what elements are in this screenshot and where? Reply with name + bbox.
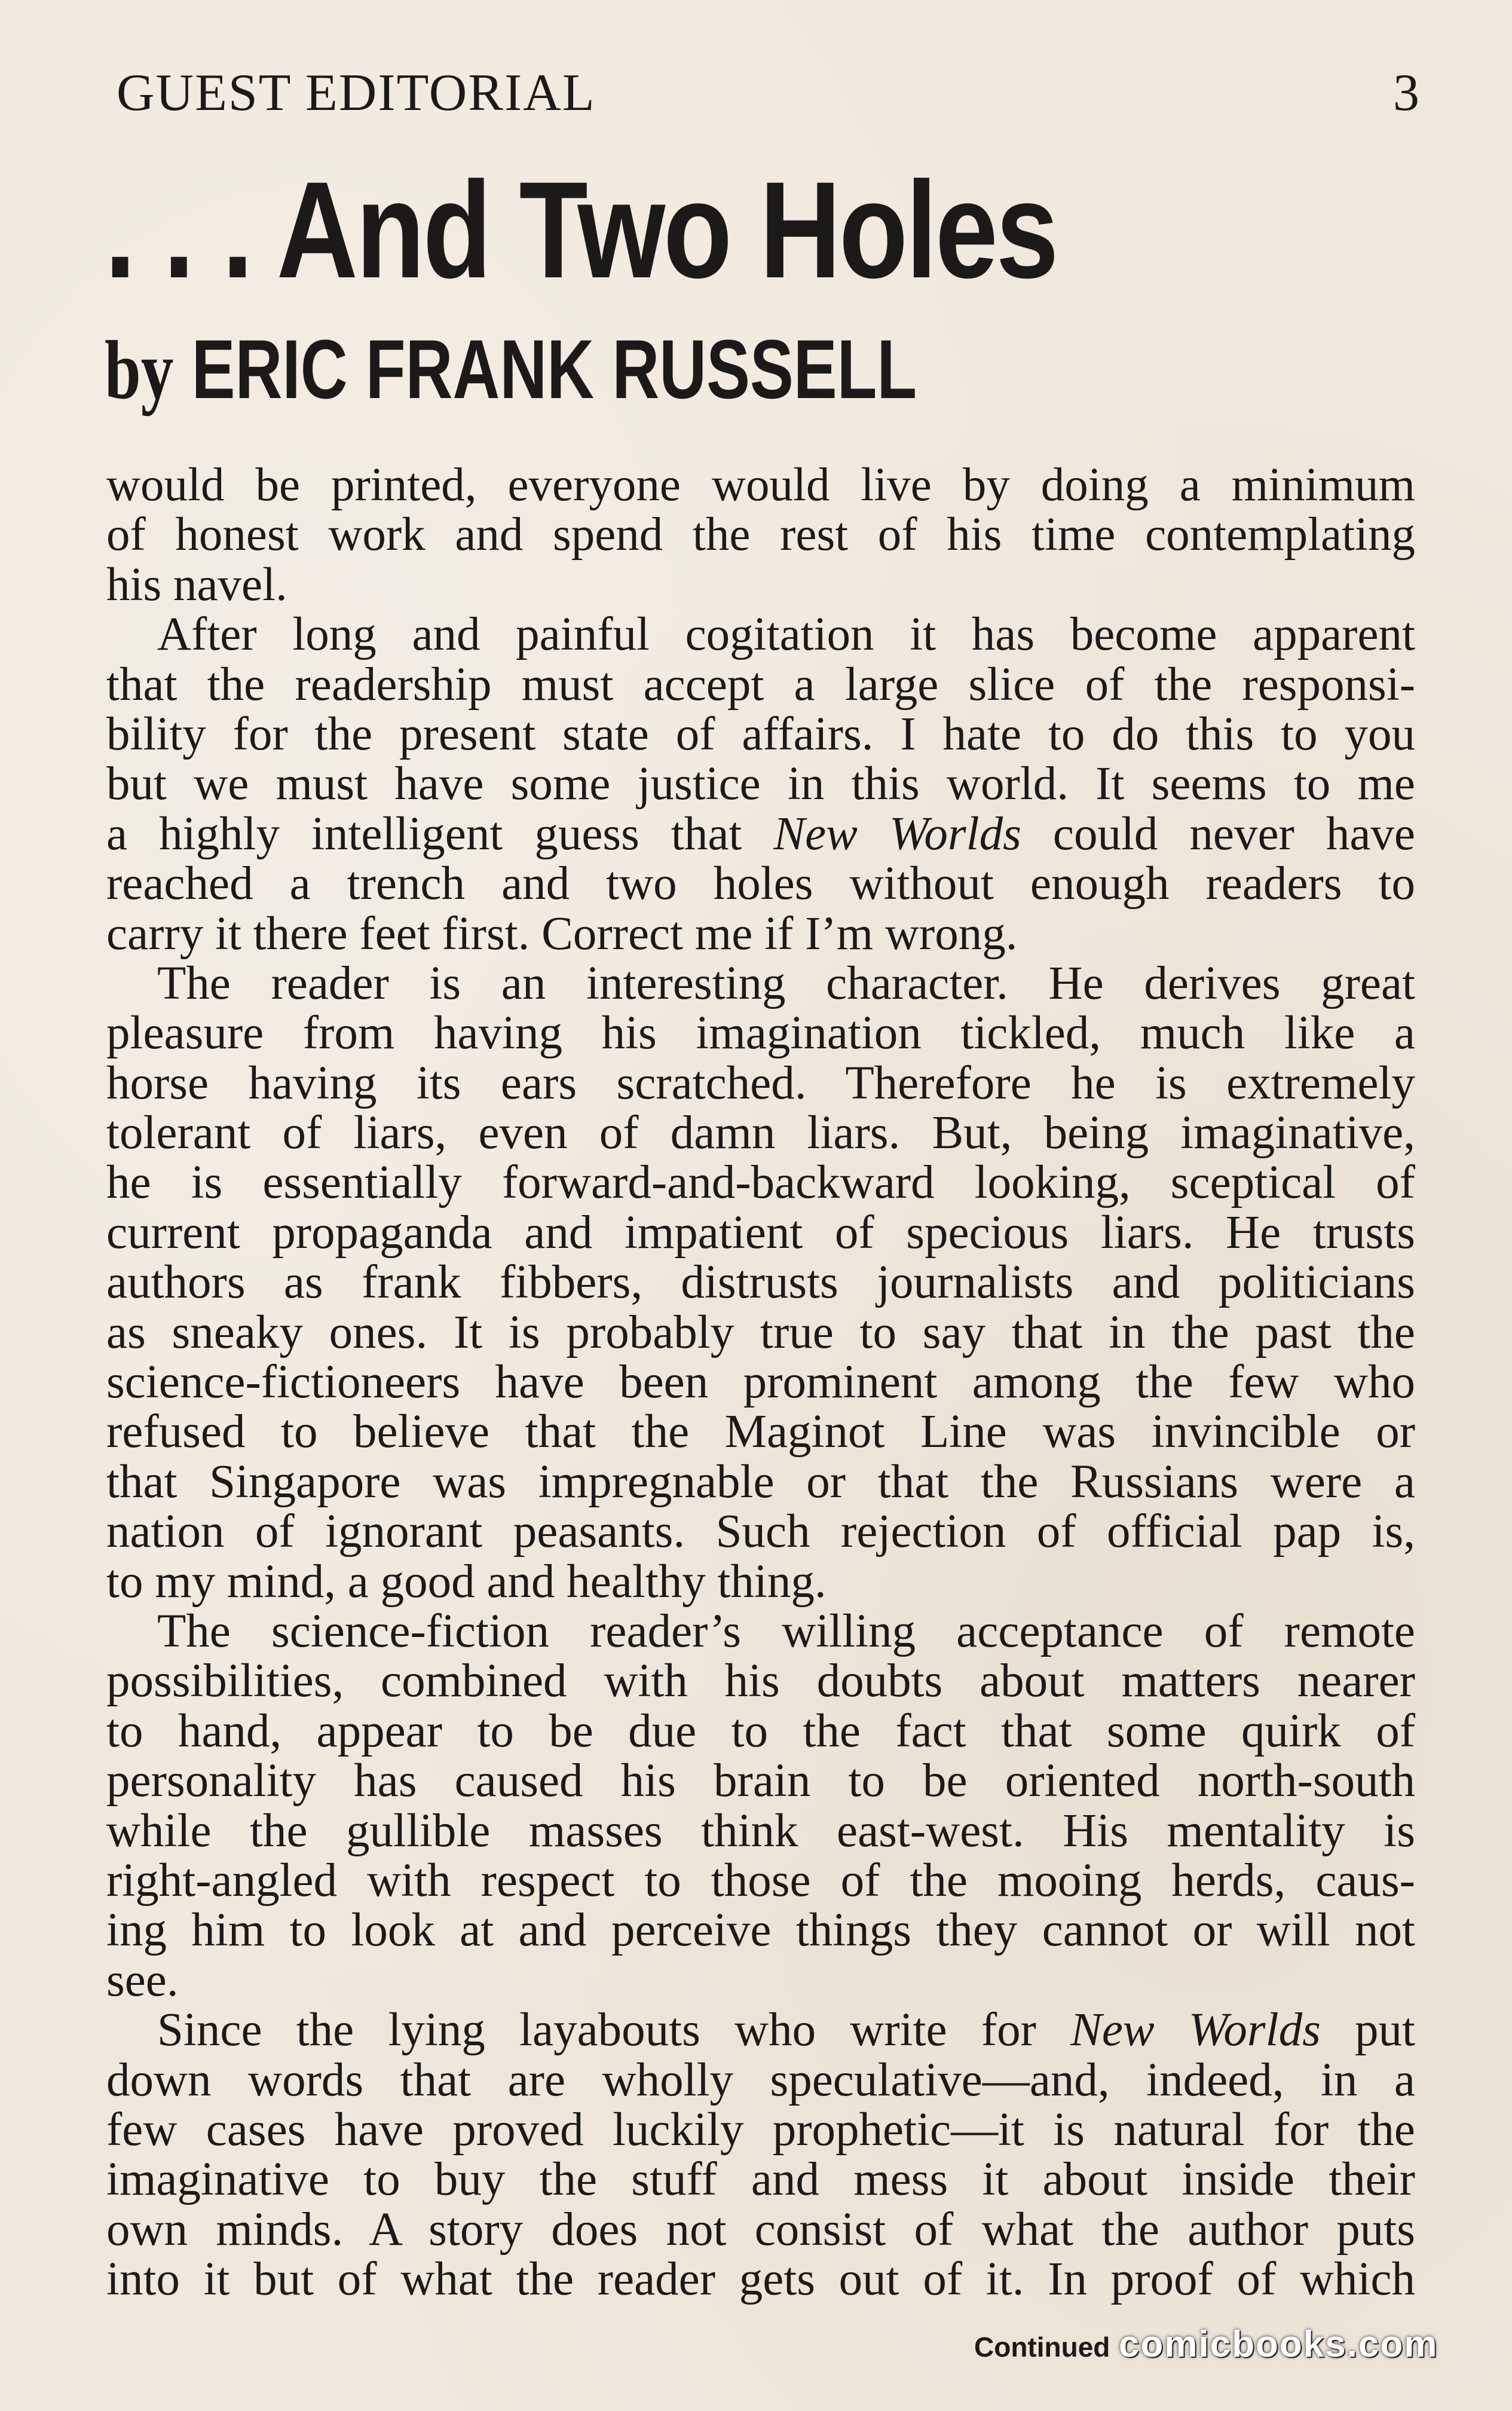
body-line: tolerant of liars, even of damn liars. But, being imaginative, [106, 1107, 1415, 1159]
body-line: Since the lying layabouts who write for New Worlds put [157, 2004, 1415, 2057]
body-line: see. [106, 1954, 179, 2006]
body-line: The science-fiction reader’s willing acceptance of remote [157, 1605, 1415, 1657]
body-line: bility for the present state of affairs. I hate to do this to you [106, 708, 1415, 760]
body-line: he is essentially forward-and-backward looking, sceptical of [106, 1156, 1415, 1209]
body-line: as sneaky ones. It is probably true to say that in the past the [106, 1306, 1415, 1359]
article-title: . . . And Two Holes [105, 153, 1057, 307]
body-line: After long and painful cogitation it has become apparent [157, 608, 1415, 661]
body-line: down words that are wholly speculative—and, indeed, in a [106, 2054, 1415, 2106]
body-line: that Singapore was impregnable or that the Russians were a [106, 1455, 1415, 1508]
body-line: own minds. A story does not consist of what the author puts [106, 2203, 1415, 2256]
body-line: few cases have proved luckily prophetic—it is natural for the [106, 2103, 1415, 2156]
body-line: imaginative to buy the stuff and mess it about inside their [106, 2153, 1415, 2206]
body-line: right-angled with respect to those of the mooing herds, caus- [106, 1854, 1415, 1907]
section-heading: GUEST EDITORIAL [117, 64, 596, 122]
body-line: while the gullible masses think east-west. His mentality is [106, 1804, 1415, 1857]
body-line: nation of ignorant peasants. Such rejection of official pap is, [106, 1506, 1415, 1558]
body-line: of honest work and spend the rest of his time contemplating [106, 509, 1415, 561]
body-line: authors as frank fibbers, distrusts journalists and politicians [106, 1256, 1415, 1309]
body-line: would be printed, everyone would live by doing a minimum [106, 459, 1415, 511]
body-line: pleasure from having his imagination tickled, much like a [106, 1007, 1415, 1060]
author-name: ERIC FRANK RUSSELL [191, 322, 917, 416]
body-line: ing him to look at and perceive things they cannot or will not [106, 1904, 1415, 1957]
body-line: science-fictioneers have been prominent among the few who [106, 1356, 1415, 1409]
body-line: into it but of what the reader gets out of it. In proof of which [106, 2253, 1415, 2306]
body-line: current propaganda and impatient of specious liars. He trusts [106, 1206, 1415, 1259]
body-line: The reader is an interesting character. He derives great [157, 957, 1415, 1009]
body-line: carry it there feet first. Correct me if I’m wrong. [106, 907, 1018, 960]
body-line: possibilities, combined with his doubts about matters nearer [106, 1655, 1415, 1708]
body-line: refused to believe that the Maginot Line was invincible or [106, 1406, 1415, 1458]
body-line: to my mind, a good and healthy thing. [106, 1555, 827, 1608]
body-line: reached a trench and two holes without enough readers to [106, 858, 1415, 910]
page-number: 3 [1393, 64, 1419, 122]
body-line: personality has caused his brain to be oriented north-south [106, 1755, 1415, 1807]
byline [105, 322, 917, 417]
watermark: comicbooks.com [1119, 2324, 1438, 2365]
body-line: that the readership must accept a large slice of the responsi- [106, 658, 1415, 711]
byline-prefix: by [105, 324, 174, 417]
body-line: his navel. [106, 558, 287, 611]
article-body [106, 460, 1415, 2304]
body-line: to hand, appear to be due to the fact that some quirk of [106, 1705, 1415, 1757]
body-line: a highly intelligent guess that New Worlds could never have [106, 807, 1415, 860]
continued-note: Continued [974, 2332, 1110, 2363]
body-line: horse having its ears scratched. Therefore he is extremely [106, 1057, 1415, 1109]
body-line: but we must have some justice in this world. It seems to me [106, 758, 1415, 810]
